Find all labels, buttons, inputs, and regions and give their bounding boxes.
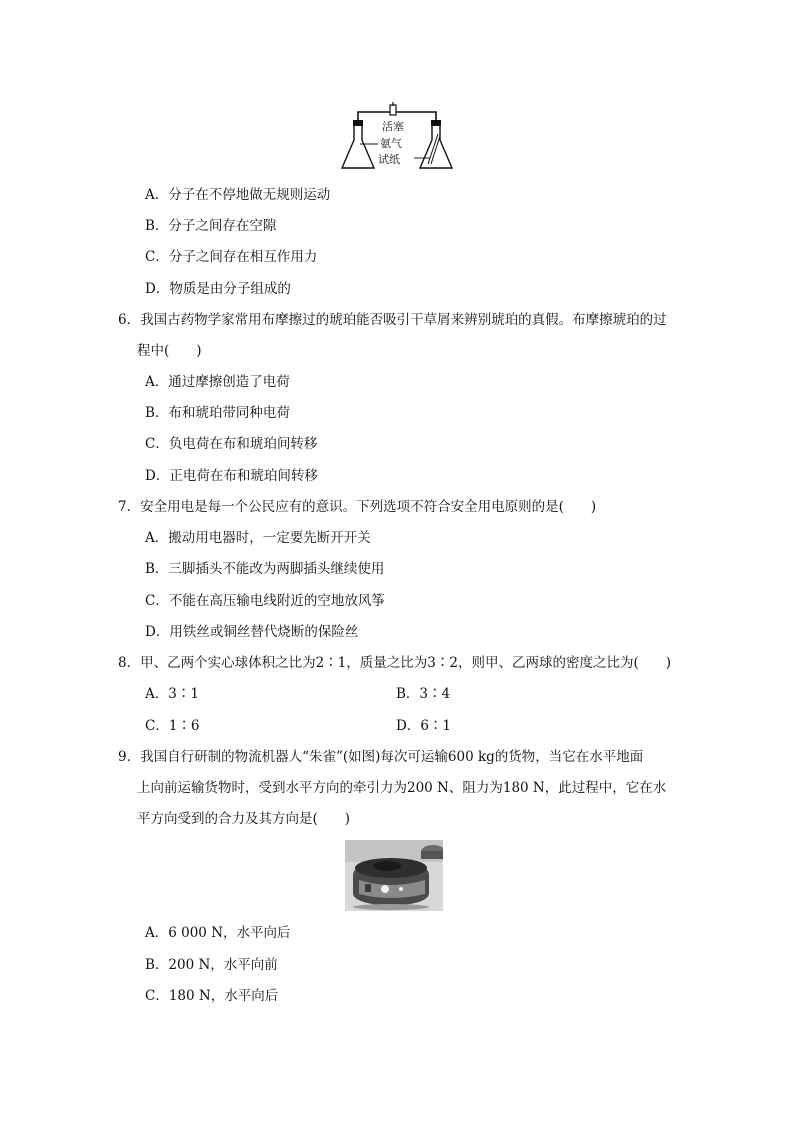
q5-option-d: D．物质是由分子组成的 bbox=[145, 281, 291, 297]
q5-option-a: A．分子在不停地做无规则运动 bbox=[145, 187, 331, 203]
q9-option-c: C．180 N，水平向后 bbox=[145, 988, 279, 1004]
ammonia-label: 氨气 bbox=[380, 137, 402, 150]
q8-option-c: C．1∶6 bbox=[145, 718, 200, 734]
q6-stem-line2: 程中( ) bbox=[137, 343, 202, 359]
robot-photo bbox=[345, 840, 443, 911]
q9-stem-line2: 上向前运输货物时，受到水平方向的牵引力为200 N、阻力为180 N，此过程中，它在水 bbox=[137, 780, 667, 796]
q9-option-a: A．6 000 N，水平向后 bbox=[145, 925, 291, 941]
q7-option-d: D．用铁丝或铜丝替代烧断的保险丝 bbox=[145, 624, 359, 640]
q6-option-c: C．负电荷在布和琥珀间转移 bbox=[145, 436, 318, 452]
q5-option-b: B．分子之间存在空隙 bbox=[145, 218, 277, 234]
test-paper-label: 试纸 bbox=[378, 153, 400, 166]
q9-stem-line1: 9．我国自行研制的物流机器人“朱雀”(如图)每次可运输600 kg的货物，当它在水平地面 bbox=[118, 749, 644, 765]
q6-option-b: B．布和琥珀带同种电荷 bbox=[145, 405, 290, 421]
q7-option-b: B．三脚插头不能改为两脚插头继续使用 bbox=[145, 561, 385, 577]
flask-figure bbox=[338, 100, 458, 172]
q7-option-a: A．搬动用电器时，一定要先断开开关 bbox=[145, 530, 371, 546]
q9-option-b: B．200 N，水平向前 bbox=[145, 957, 278, 973]
q6-option-d: D．正电荷在布和琥珀间转移 bbox=[145, 468, 318, 484]
q8-option-b: B．3∶4 bbox=[396, 686, 451, 702]
q8-option-d: D．6∶1 bbox=[396, 718, 452, 734]
q8-stem: 8．甲、乙两个实心球体积之比为2∶1，质量之比为3∶2，则甲、乙两球的密度之比为( ) bbox=[118, 655, 671, 671]
stopcock-label: 活塞 bbox=[382, 120, 404, 133]
q8-option-a: A．3∶1 bbox=[145, 686, 199, 702]
q7-stem: 7．安全用电是每一个公民应有的意识。下列选项不符合安全用电原则的是( ) bbox=[118, 499, 597, 515]
q7-option-c: C．不能在高压输电线附近的空地放风筝 bbox=[145, 593, 385, 609]
q6-stem-line1: 6．我国古药物学家常用布摩擦过的琥珀能否吸引干草屑来辨别琥珀的真假。布摩擦琥珀的过 bbox=[118, 312, 667, 328]
q5-option-c: C．分子之间存在相互作用力 bbox=[145, 249, 318, 265]
q6-option-a: A．通过摩擦创造了电荷 bbox=[145, 374, 290, 390]
q9-stem-line3: 平方向受到的合力及其方向是( ) bbox=[137, 811, 351, 827]
logistics-robot-image bbox=[345, 840, 443, 911]
